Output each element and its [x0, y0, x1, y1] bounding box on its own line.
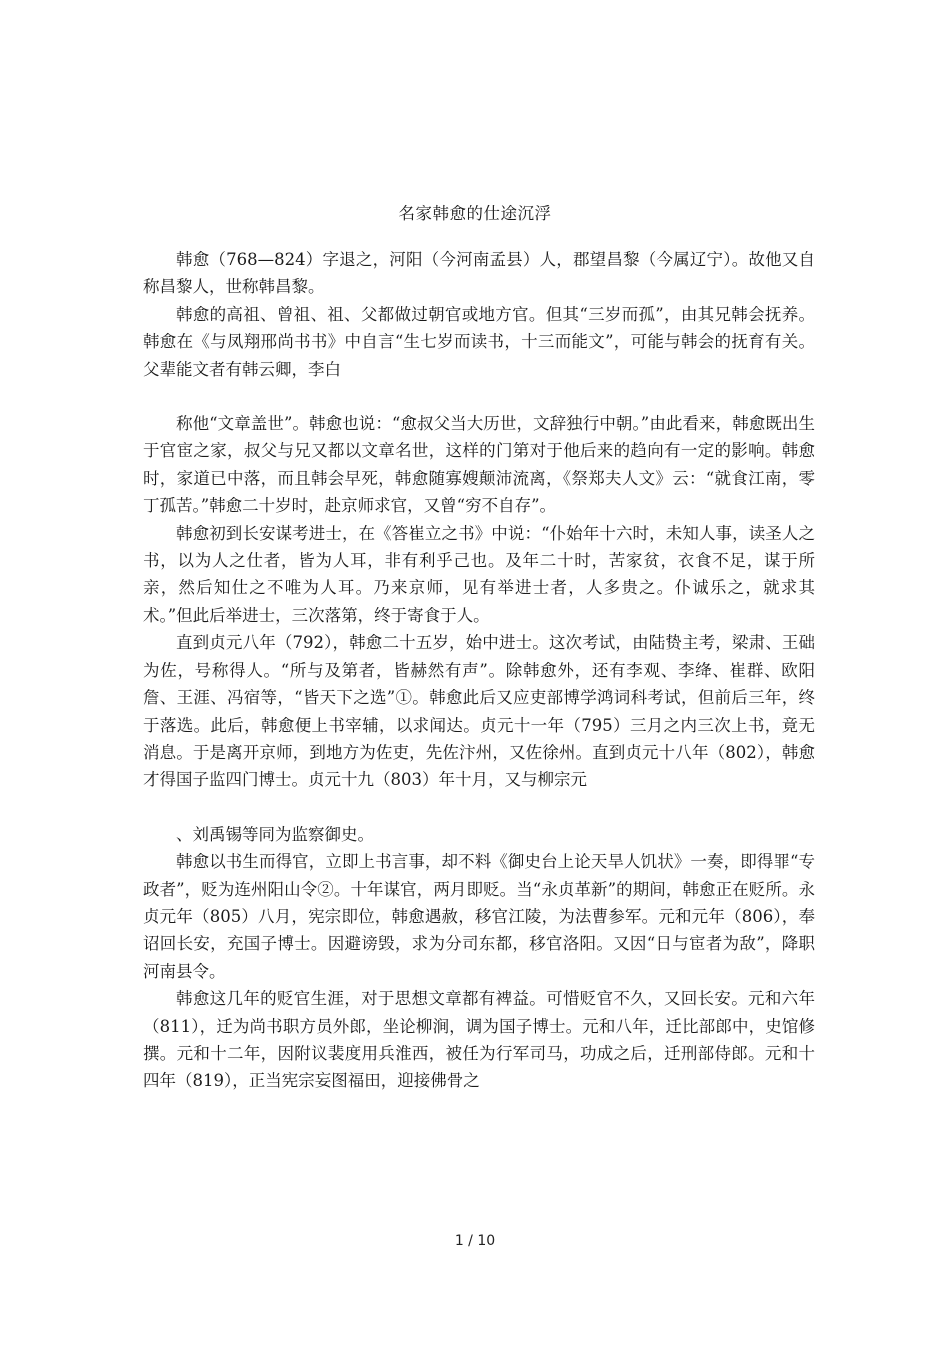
- paragraph-4: 韩愈初到长安谋考进士，在《答崔立之书》中说：“仆始年十六时，未知人事，读圣人之书，以为人之仕者，皆为人耳，非有利乎己也。及年二十时，苦家贫，衣食不足，谋于所亲，然后知仕之不唯为人耳。乃来京师，见有举进士者，人多贵之。仆诚乐之，就求其术。”但此后举进士，三次落第，终于寄食于人。: [143, 523, 815, 625]
- paragraph-3: 称他“文章盖世”。韩愈也说：“愈叔父当大历世，文辞独行中朝。”由此看来，韩愈既出生于官宦之家，叔父与兄又都以文章名世，这样的门第对于他后来的趋向有一定的影响。韩愈时，家道已中落，而且韩会早死，韩愈随寡嫂颠沛流离，《祭郑夫人文》云：“就食江南，零丁孤苦。”韩愈二十岁时，赴京师求官，又曾“穷不自存”。: [143, 414, 815, 516]
- document-title: 名家韩愈的仕途沉浮: [398, 204, 552, 223]
- document-body: [143, 246, 815, 1095]
- paragraph-8: 韩愈这几年的贬官生涯，对于思想文章都有裨益。可惜贬官不久，又回长安。元和六年（811），迁为尚书职方员外郎，坐论柳涧，调为国子博士。元和八年，迁比部郎中，史馆修撰。元和十二年，因附议裴度用兵淮西，被任为行军司马，功成之后，迁刑部侍郎。元和十四年（819），正当宪宗妄图福田，迎接佛骨之: [143, 989, 815, 1091]
- paragraph-6: 、刘禹锡等同为监察御史。: [176, 824, 374, 844]
- page-number: 1 / 10: [454, 1233, 496, 1249]
- paragraph-7: 韩愈以书生而得官，立即上书言事，却不料《御史台上论天旱人饥状》一奏，即得罪“专政者”，贬为连州阳山令②。十年谋官，两月即贬。当“永贞革新”的期间，韩愈正在贬所。永贞元年（805）八月，宪宗即位，韩愈遇赦，移官江陵，为法曹参军。元和元年（806），奉诏回长安，充国子博士。因避谤毁，求为分司东都，移官洛阳。又因“日与宦者为敌”，降职河南县令。: [143, 852, 815, 981]
- paragraph-5: 直到贞元八年（792），韩愈二十五岁，始中进士。这次考试，由陆贽主考，梁肃、王础为佐，号称得人。“所与及第者，皆赫然有声”。除韩愈外，还有李观、李绛、崔群、欧阳詹、王涯、冯宿等，“皆天下之选”①。韩愈此后又应吏部博学鸿词科考试，但前后三年，终于落选。此后，韩愈便上书宰辅，以求闻达。贞元十一年（795）三月之内三次上书，竟无消息。于是离开京师，到地方为佐吏，先佐汴州，又佐徐州。直到贞元十八年（802），韩愈才得国子监四门博士。贞元十九（803）年十月，又与柳宗元: [143, 633, 815, 790]
- paragraph-1: 韩愈（768—824）字退之，河阳（今河南孟县）人，郡望昌黎（今属辽宁）。故他又自称昌黎人，世称韩昌黎。: [143, 250, 815, 297]
- paragraph-2: 韩愈的高祖、曾祖、祖、父都做过朝官或地方官。但其“三岁而孤”，由其兄韩会抚养。韩愈在《与凤翔邢尚书书》中自言“生七岁而读书，十三而能文”，可能与韩会的抚育有关。父辈能文者有韩云卿，李白: [143, 304, 815, 379]
